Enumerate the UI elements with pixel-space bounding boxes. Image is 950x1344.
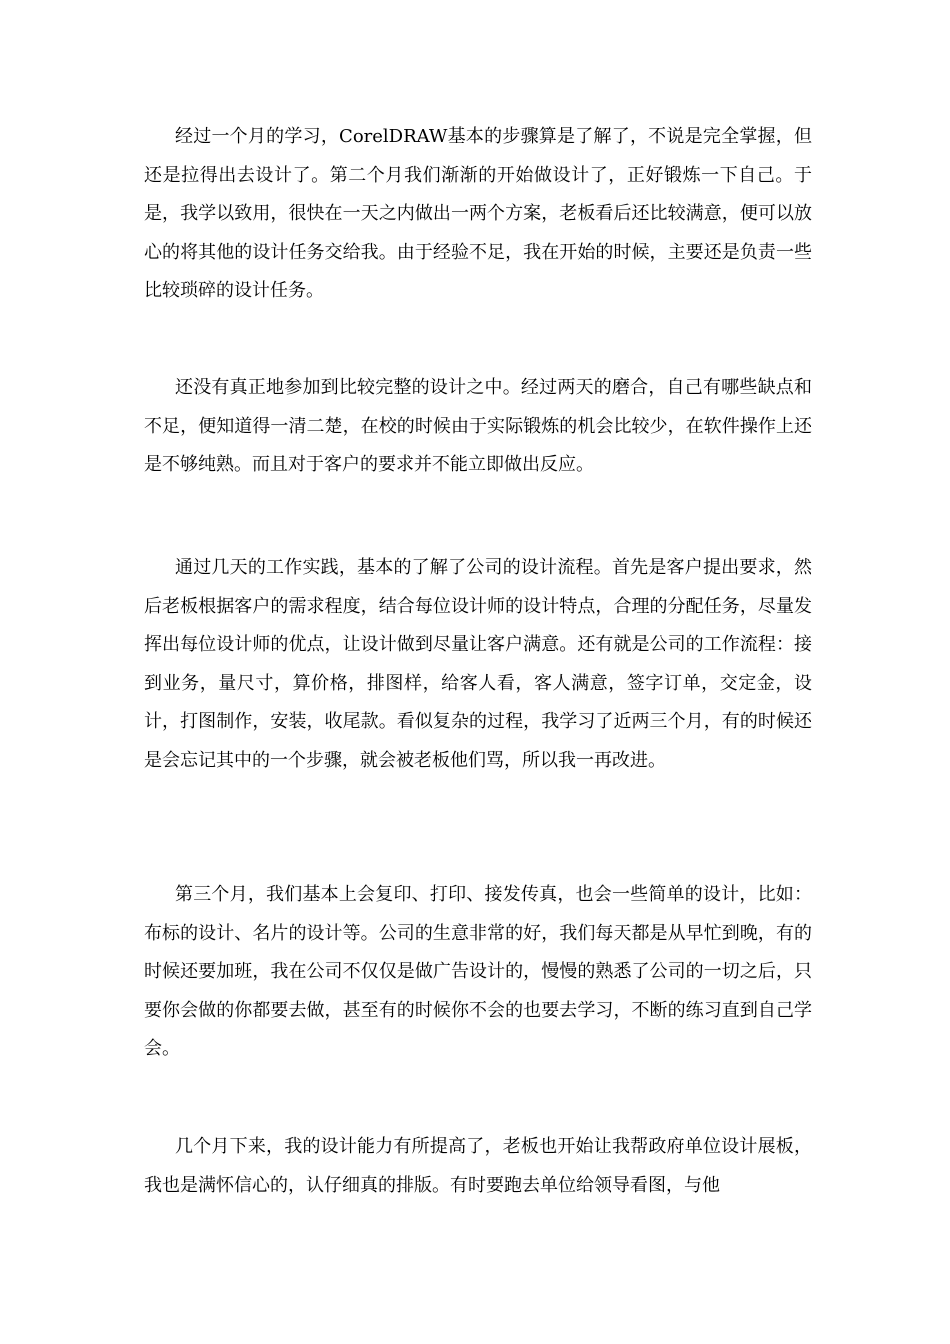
paragraph-4: 第三个月，我们基本上会复印、打印、接发传真，也会一些简单的设计，比如：布标的设计、名片的设计等。公司的生意非常的好，我们每天都是从早忙到晚，有的时候还要加班，我在公司不仅仅是做广告设计的，慢慢的熟悉了公司的一切之后，只要你会做的你都要去做，甚至有的时候你不会的也要去学习，不断的练习直到自己学会。 — [144, 884, 812, 1059]
paragraph-2: 还没有真正地参加到比较完整的设计之中。经过两天的磨合，自己有哪些缺点和不足，便知道得一清二楚，在校的时候由于实际锻炼的机会比较少，在软件操作上还是不够纯熟。而且对于客户的要求并不能立即做出反应。 — [144, 377, 812, 475]
paragraph-1: 经过一个月的学习，CorelDRAW基本的步骤算是了解了，不说是完全掌握，但还是拉得出去设计了。第二个月我们渐渐的开始做设计了，正好锻炼一下自己。于是，我学以致用，很快在一天之内做出一两个方案，老板看后还比较满意，便可以放心的将其他的设计任务交给我。由于经验不足，我在开始的时候，主要还是负责一些比较琐碎的设计任务。 — [144, 126, 812, 301]
paragraph-5: 几个月下来，我的设计能力有所提高了，老板也开始让我帮政府单位设计展板，我也是满怀信心的，认仔细真的排版。有时要跑去单位给领导看图，与他 — [144, 1136, 812, 1196]
paragraph-3: 通过几天的工作实践，基本的了解了公司的设计流程。首先是客户提出要求，然后老板根据客户的需求程度，结合每位设计师的设计特点，合理的分配任务，尽量发挥出每位设计师的优点，让设计做到尽量让客户满意。还有就是公司的工作流程：接到业务，量尺寸，算价格，排图样，给客人看，客人满意，签字订单，交定金，设计，打图制作，安装，收尾款。看似复杂的过程，我学习了近两三个月，有的时候还是会忘记其中的一个步骤，就会被老板他们骂，所以我一再改进。 — [144, 557, 812, 771]
